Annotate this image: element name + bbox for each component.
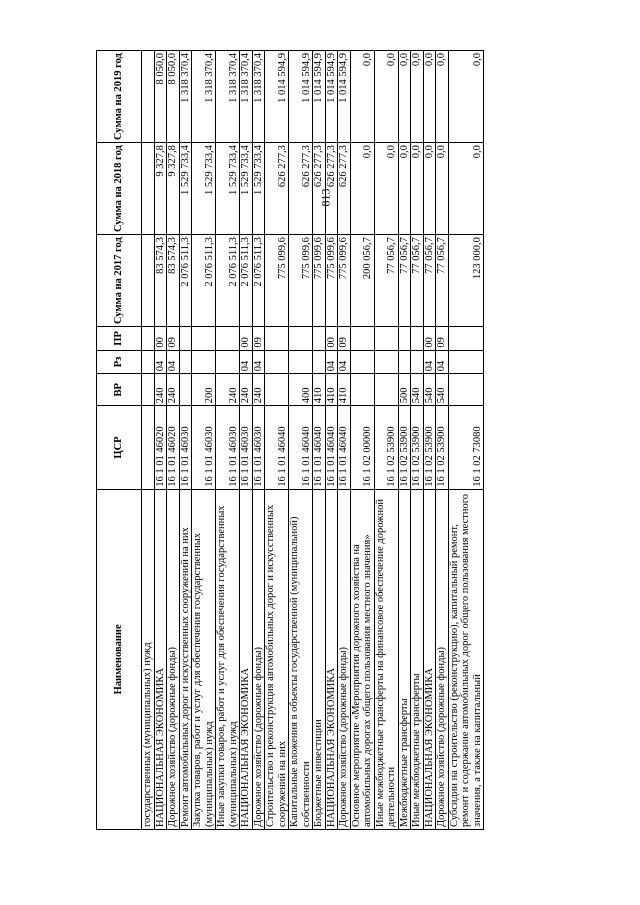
cell-vr: 400	[289, 374, 313, 406]
cell-pr	[398, 327, 411, 351]
cell-sum-2019: 0,0	[398, 51, 411, 143]
page-number: 813	[318, 188, 333, 207]
cell-vr: 500	[398, 374, 411, 406]
cell-rz	[142, 350, 155, 374]
cell-pr	[374, 327, 398, 351]
cell-pr	[350, 327, 374, 351]
cell-sum-2019: 1 014 594,9	[313, 51, 326, 143]
cell-rz: 04	[167, 350, 180, 374]
cell-rz	[398, 350, 411, 374]
cell-name: Капитальные вложения в объекты государственной (муниципальной) собственности	[289, 489, 313, 829]
cell-csr: 16 1 01 46020	[154, 406, 167, 489]
table-row	[167, 51, 180, 830]
table-row	[289, 51, 313, 830]
cell-pr	[179, 327, 192, 351]
cell-vr: 240	[154, 374, 167, 406]
cell-name: Дорожное хозяйство (дорожные фонды)	[167, 489, 180, 829]
cell-vr	[448, 374, 484, 406]
header-sum-2018: Сумма на 2018 год	[97, 143, 142, 235]
cell-sum-2019: 0,0	[374, 51, 398, 143]
cell-sum-2019: 1 014 594,9	[289, 51, 313, 143]
header-sum-2019: Сумма на 2019 год	[97, 51, 142, 143]
header-sum-2017: Сумма на 2017 год	[97, 235, 142, 327]
cell-vr	[142, 374, 155, 406]
cell-csr: 16 1 02 53900	[374, 406, 398, 489]
cell-rz	[374, 350, 398, 374]
cell-name: Дорожное хозяйство (дорожные фонды)	[436, 489, 449, 829]
cell-rz: 04	[252, 350, 265, 374]
cell-sum-2018: 0,0	[411, 143, 424, 235]
cell-sum-2017: 200 056,7	[350, 235, 374, 327]
cell-pr	[411, 327, 424, 351]
cell-pr	[216, 327, 240, 351]
cell-name: Закупка товаров, работ и услуг для обеспечения государственных (муниципальных) нужд	[192, 489, 216, 829]
cell-name: НАЦИОНАЛЬНАЯ ЭКОНОМИКА	[240, 489, 253, 829]
cell-sum-2018	[142, 143, 155, 235]
cell-sum-2019: 1 318 370,4	[179, 51, 192, 143]
cell-sum-2019: 0,0	[423, 51, 436, 143]
cell-csr: 16 1 01 46040	[265, 406, 289, 489]
table-row	[240, 51, 253, 830]
cell-rz	[192, 350, 216, 374]
cell-sum-2018: 626 277,3	[313, 143, 326, 235]
cell-pr: 00	[325, 327, 338, 351]
cell-sum-2018: 0,0	[350, 143, 374, 235]
cell-sum-2017: 83 574,3	[167, 235, 180, 327]
cell-rz: 04	[338, 350, 351, 374]
cell-vr: 410	[325, 374, 338, 406]
cell-csr: 16 1 01 46040	[325, 406, 338, 489]
cell-pr: 09	[167, 327, 180, 351]
cell-csr: 16 1 01 46040	[289, 406, 313, 489]
table-row	[154, 51, 167, 830]
cell-sum-2017: 2 076 511,3	[216, 235, 240, 327]
cell-pr: 00	[423, 327, 436, 351]
cell-sum-2017: 775 099,6	[265, 235, 289, 327]
cell-csr: 16 1 01 46020	[167, 406, 180, 489]
cell-csr	[142, 406, 155, 489]
rotated-table-container	[96, 50, 546, 830]
cell-csr: 16 1 01 46040	[313, 406, 326, 489]
cell-sum-2017: 2 076 511,3	[179, 235, 192, 327]
cell-rz: 04	[240, 350, 253, 374]
table-row	[216, 51, 240, 830]
table-body	[142, 51, 484, 830]
cell-rz	[448, 350, 484, 374]
cell-sum-2017: 77 056,7	[411, 235, 424, 327]
cell-vr: 410	[338, 374, 351, 406]
cell-vr: 240	[252, 374, 265, 406]
table-row	[423, 51, 436, 830]
cell-vr: 540	[423, 374, 436, 406]
cell-sum-2017: 83 574,3	[154, 235, 167, 327]
cell-name: государственных (муниципальных) нужд	[142, 489, 155, 829]
cell-sum-2019: 1 318 370,4	[192, 51, 216, 143]
cell-rz: 04	[154, 350, 167, 374]
table-row	[411, 51, 424, 830]
cell-rz	[289, 350, 313, 374]
cell-sum-2019: 0,0	[448, 51, 484, 143]
cell-sum-2017: 77 056,7	[436, 235, 449, 327]
budget-table	[96, 50, 484, 830]
cell-sum-2019: 0,0	[411, 51, 424, 143]
cell-sum-2018: 0,0	[374, 143, 398, 235]
cell-pr	[142, 327, 155, 351]
cell-csr: 16 1 02 00000	[350, 406, 374, 489]
cell-vr: 200	[192, 374, 216, 406]
cell-csr: 16 1 01 46030	[240, 406, 253, 489]
cell-sum-2018: 0,0	[423, 143, 436, 235]
cell-vr: 240	[240, 374, 253, 406]
cell-sum-2019: 0,0	[350, 51, 374, 143]
cell-name: Межбюджетные трансферты	[398, 489, 411, 829]
cell-name: Бюджетные инвестиции	[313, 489, 326, 829]
cell-sum-2018: 9 327,8	[167, 143, 180, 235]
table-row	[338, 51, 351, 830]
cell-rz	[179, 350, 192, 374]
cell-sum-2017: 2 076 511,3	[240, 235, 253, 327]
cell-sum-2018: 1 529 733,4	[179, 143, 192, 235]
header-pr: ПР	[97, 327, 142, 351]
cell-pr: 09	[436, 327, 449, 351]
cell-sum-2018: 626 277,3	[338, 143, 351, 235]
cell-name: Основное мероприятие «Мероприятия дорожного хозяйства на автомобильных дорогах общего пользования местного значения»	[350, 489, 374, 829]
cell-sum-2017: 77 056,7	[374, 235, 398, 327]
cell-csr: 16 1 02 53900	[411, 406, 424, 489]
table-row	[398, 51, 411, 830]
cell-sum-2019: 8 050,0	[154, 51, 167, 143]
cell-rz: 04	[325, 350, 338, 374]
table-row	[252, 51, 265, 830]
cell-sum-2017: 775 099,6	[338, 235, 351, 327]
cell-rz	[216, 350, 240, 374]
cell-sum-2017: 77 056,7	[398, 235, 411, 327]
cell-vr: 540	[436, 374, 449, 406]
table-row	[142, 51, 155, 830]
cell-sum-2017: 123 000,0	[448, 235, 484, 327]
cell-sum-2017: 775 099,6	[325, 235, 338, 327]
cell-pr	[313, 327, 326, 351]
cell-sum-2019: 1 318 370,4	[240, 51, 253, 143]
cell-name: Иные межбюджетные трансферты	[411, 489, 424, 829]
cell-csr: 16 1 02 53900	[398, 406, 411, 489]
cell-csr: 16 1 02 53900	[436, 406, 449, 489]
header-rz: Рз	[97, 350, 142, 374]
cell-csr: 16 1 02 73080	[448, 406, 484, 489]
header-csr: ЦСР	[97, 406, 142, 489]
table-row	[436, 51, 449, 830]
cell-sum-2018: 626 277,3	[289, 143, 313, 235]
cell-sum-2018: 0,0	[448, 143, 484, 235]
cell-csr: 16 1 01 46030	[216, 406, 240, 489]
cell-sum-2018: 1 529 733,4	[216, 143, 240, 235]
cell-sum-2018: 1 529 733,4	[192, 143, 216, 235]
table-row	[313, 51, 326, 830]
cell-sum-2017	[142, 235, 155, 327]
table-row	[374, 51, 398, 830]
cell-name: Субсидии на строительство (реконструкцию), капитальный ремонт, ремонт и содержание автомобильных дорог общего пользования местного значения, а также на капитальный	[448, 489, 484, 829]
cell-sum-2017: 775 099,6	[289, 235, 313, 327]
cell-rz	[350, 350, 374, 374]
table-row	[350, 51, 374, 830]
cell-sum-2018: 0,0	[436, 143, 449, 235]
cell-pr	[265, 327, 289, 351]
cell-sum-2019: 1 318 370,4	[252, 51, 265, 143]
cell-name: Дорожное хозяйство (дорожные фонды)	[338, 489, 351, 829]
cell-sum-2019: 1 014 594,9	[325, 51, 338, 143]
cell-csr: 16 1 01 46030	[192, 406, 216, 489]
cell-sum-2018: 0,0	[398, 143, 411, 235]
cell-csr: 16 1 01 46030	[252, 406, 265, 489]
cell-name: Иные закупки товаров, работ и услуг для обеспечения государственных (муниципальных) нужд	[216, 489, 240, 829]
cell-sum-2018: 1 529 733,4	[240, 143, 253, 235]
cell-rz	[313, 350, 326, 374]
cell-pr	[448, 327, 484, 351]
cell-pr	[192, 327, 216, 351]
cell-pr: 00	[154, 327, 167, 351]
header-row	[97, 51, 142, 830]
cell-sum-2017: 775 099,6	[313, 235, 326, 327]
cell-vr	[374, 374, 398, 406]
cell-sum-2019	[142, 51, 155, 143]
header-vr: ВР	[97, 374, 142, 406]
cell-sum-2018: 1 529 733,4	[252, 143, 265, 235]
cell-sum-2018: 9 327,8	[154, 143, 167, 235]
table-row	[192, 51, 216, 830]
cell-pr	[289, 327, 313, 351]
cell-pr: 00	[240, 327, 253, 351]
table-row	[448, 51, 484, 830]
cell-vr: 240	[216, 374, 240, 406]
cell-sum-2018: 626 277,3	[265, 143, 289, 235]
cell-sum-2017: 2 076 511,3	[192, 235, 216, 327]
cell-vr	[179, 374, 192, 406]
cell-csr: 16 1 01 46030	[179, 406, 192, 489]
cell-csr: 16 1 02 53900	[423, 406, 436, 489]
header-name: Наименование	[97, 489, 142, 829]
cell-sum-2017: 2 076 511,3	[252, 235, 265, 327]
cell-name: Дорожное хозяйство (дорожные фонды)	[252, 489, 265, 829]
cell-pr: 09	[338, 327, 351, 351]
table-row	[179, 51, 192, 830]
cell-name: Иные межбюджетные трансферты на финансовое обеспечение дорожной деятельности	[374, 489, 398, 829]
cell-sum-2019: 1 014 594,9	[338, 51, 351, 143]
cell-pr: 09	[252, 327, 265, 351]
cell-rz	[265, 350, 289, 374]
cell-sum-2019: 1 318 370,4	[216, 51, 240, 143]
cell-rz: 04	[423, 350, 436, 374]
table-row	[325, 51, 338, 830]
cell-vr: 240	[167, 374, 180, 406]
cell-vr: 540	[411, 374, 424, 406]
cell-sum-2019: 8 050,0	[167, 51, 180, 143]
cell-sum-2017: 77 056,7	[423, 235, 436, 327]
cell-csr: 16 1 01 46040	[338, 406, 351, 489]
cell-name: Строительство и реконструкция автомобильных дорог и искусственных сооружений на них	[265, 489, 289, 829]
cell-vr	[350, 374, 374, 406]
table-row	[265, 51, 289, 830]
cell-vr: 410	[313, 374, 326, 406]
cell-name: НАЦИОНАЛЬНАЯ ЭКОНОМИКА	[325, 489, 338, 829]
cell-name: НАЦИОНАЛЬНАЯ ЭКОНОМИКА	[423, 489, 436, 829]
cell-rz	[411, 350, 424, 374]
cell-sum-2019: 1 014 594,9	[265, 51, 289, 143]
cell-name: НАЦИОНАЛЬНАЯ ЭКОНОМИКА	[154, 489, 167, 829]
cell-sum-2018: 626 277,3	[325, 143, 338, 235]
cell-name: Ремонт автомобильных дорог и искусственных сооружений на них	[179, 489, 192, 829]
cell-vr	[265, 374, 289, 406]
cell-rz: 04	[436, 350, 449, 374]
cell-sum-2019: 0,0	[436, 51, 449, 143]
